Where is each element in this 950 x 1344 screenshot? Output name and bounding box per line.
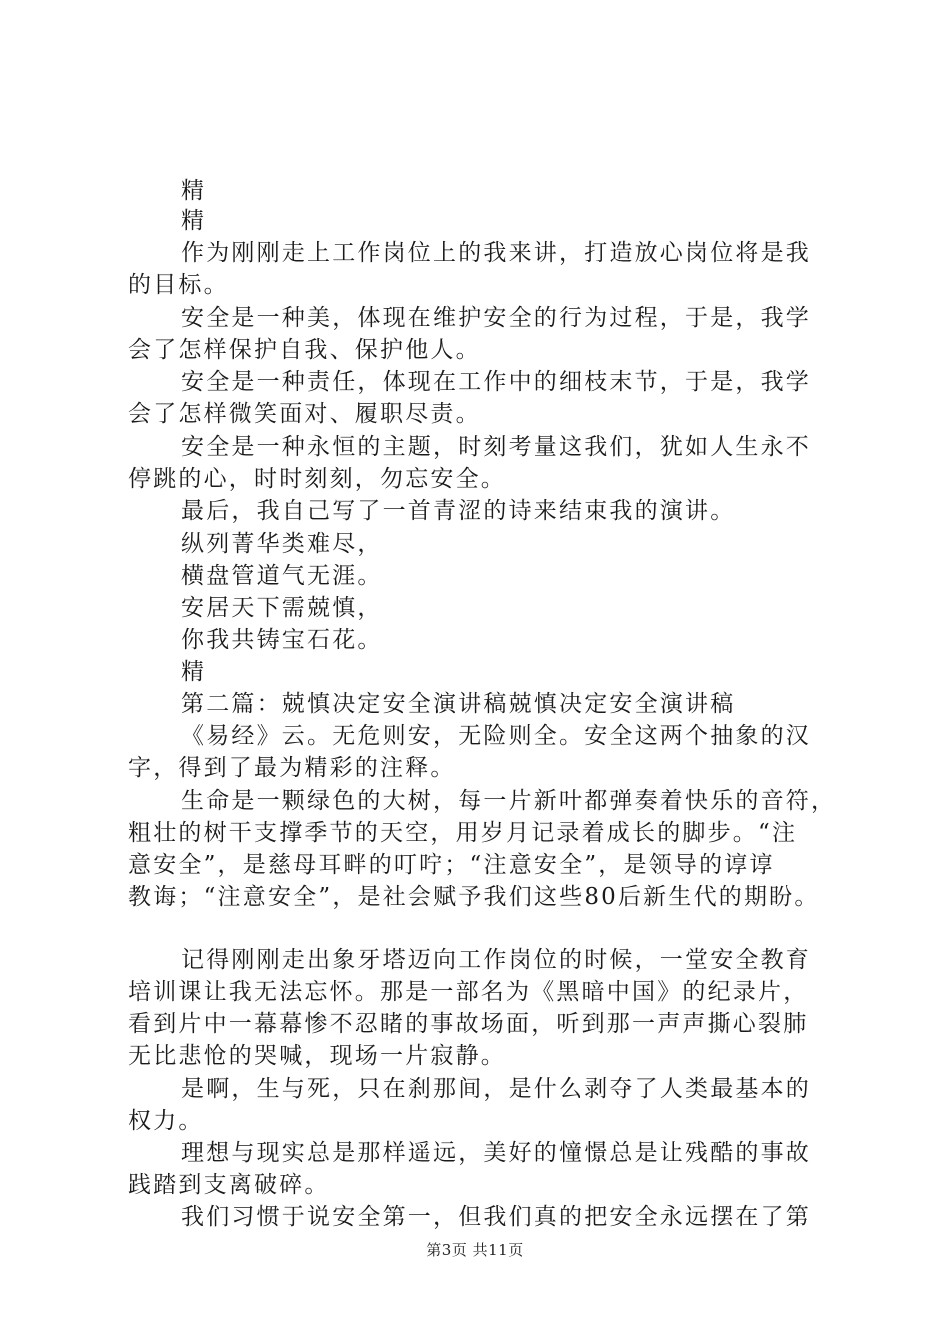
text-line: 精 bbox=[181, 659, 207, 685]
paragraph-line: 会了怎样微笑面对、履职尽责。 bbox=[128, 401, 481, 427]
paragraph-line: 停跳的心，时时刻刻，勿忘安全。 bbox=[128, 466, 506, 492]
paragraph-line: 会了怎样保护自我、保护他人。 bbox=[128, 337, 481, 363]
paragraph-line: 践踏到支离破碎。 bbox=[128, 1172, 330, 1198]
paragraph-line: 作为刚刚走上工作岗位上的我来讲，打造放心岗位将是我 bbox=[181, 240, 811, 266]
poem-line: 横盘管道气无涯。 bbox=[181, 563, 383, 589]
paragraph-line: 权力。 bbox=[128, 1108, 204, 1134]
paragraph-line: 是啊，生与死，只在刹那间，是什么剥夺了人类最基本的 bbox=[181, 1076, 811, 1102]
paragraph-line: 最后，我自己写了一首青涩的诗来结束我的演讲。 bbox=[181, 498, 736, 524]
paragraph-line: 安全是一种美，体现在维护安全的行为过程，于是，我学 bbox=[181, 305, 811, 331]
paragraph-line: 看到片中一幕幕惨不忍睹的事故场面，听到那一声声撕心裂肺 bbox=[128, 1011, 809, 1037]
paragraph-line: 培训课让我无法忘怀。那是一部名为《黑暗中国》的纪录片， bbox=[128, 979, 809, 1005]
paragraph-line: 教诲；“注意安全”，是社会赋予我们这些80后新生代的期盼。 bbox=[128, 884, 820, 910]
paragraph-line: 字，得到了最为精彩的注释。 bbox=[128, 755, 456, 781]
section-heading: 第二篇：兢慎决定安全演讲稿兢慎决定安全演讲稿 bbox=[181, 691, 736, 717]
paragraph-line: 我们习惯于说安全第一，但我们真的把安全永远摆在了第 bbox=[181, 1204, 811, 1230]
paragraph-line: 安全是一种责任，体现在工作中的细枝末节，于是，我学 bbox=[181, 369, 811, 395]
page-number-footer: 第3页 共11页 bbox=[426, 1241, 524, 1259]
text-line: 精 bbox=[181, 208, 207, 234]
text-line: 精 bbox=[181, 178, 207, 204]
poem-line: 你我共铸宝石花。 bbox=[181, 627, 383, 653]
paragraph-line: 的目标。 bbox=[128, 272, 229, 298]
paragraph-line: 生命是一颗绿色的大树，每一片新叶都弹奏着快乐的音符， bbox=[181, 788, 837, 814]
paragraph-line: 安全是一种永恒的主题，时刻考量这我们，犹如人生永不 bbox=[181, 434, 811, 460]
paragraph-line: 记得刚刚走出象牙塔迈向工作岗位的时候，一堂安全教育 bbox=[181, 947, 811, 973]
paragraph-line: 无比悲怆的哭喊，现场一片寂静。 bbox=[128, 1043, 506, 1069]
poem-line: 安居天下需兢慎， bbox=[181, 595, 383, 621]
paragraph-line: 理想与现实总是那样遥远，美好的憧憬总是让残酷的事故 bbox=[181, 1140, 811, 1166]
paragraph-line: 《易经》云。无危则安，无险则全。安全这两个抽象的汉 bbox=[181, 723, 811, 749]
paragraph-line: 意安全”，是慈母耳畔的叮咛；“注意安全”，是领导的谆谆 bbox=[128, 852, 775, 878]
paragraph-line: 粗壮的树干支撑季节的天空，用岁月记录着成长的脚步。“注 bbox=[128, 820, 798, 846]
poem-line: 纵列菁华类难尽， bbox=[181, 531, 383, 557]
